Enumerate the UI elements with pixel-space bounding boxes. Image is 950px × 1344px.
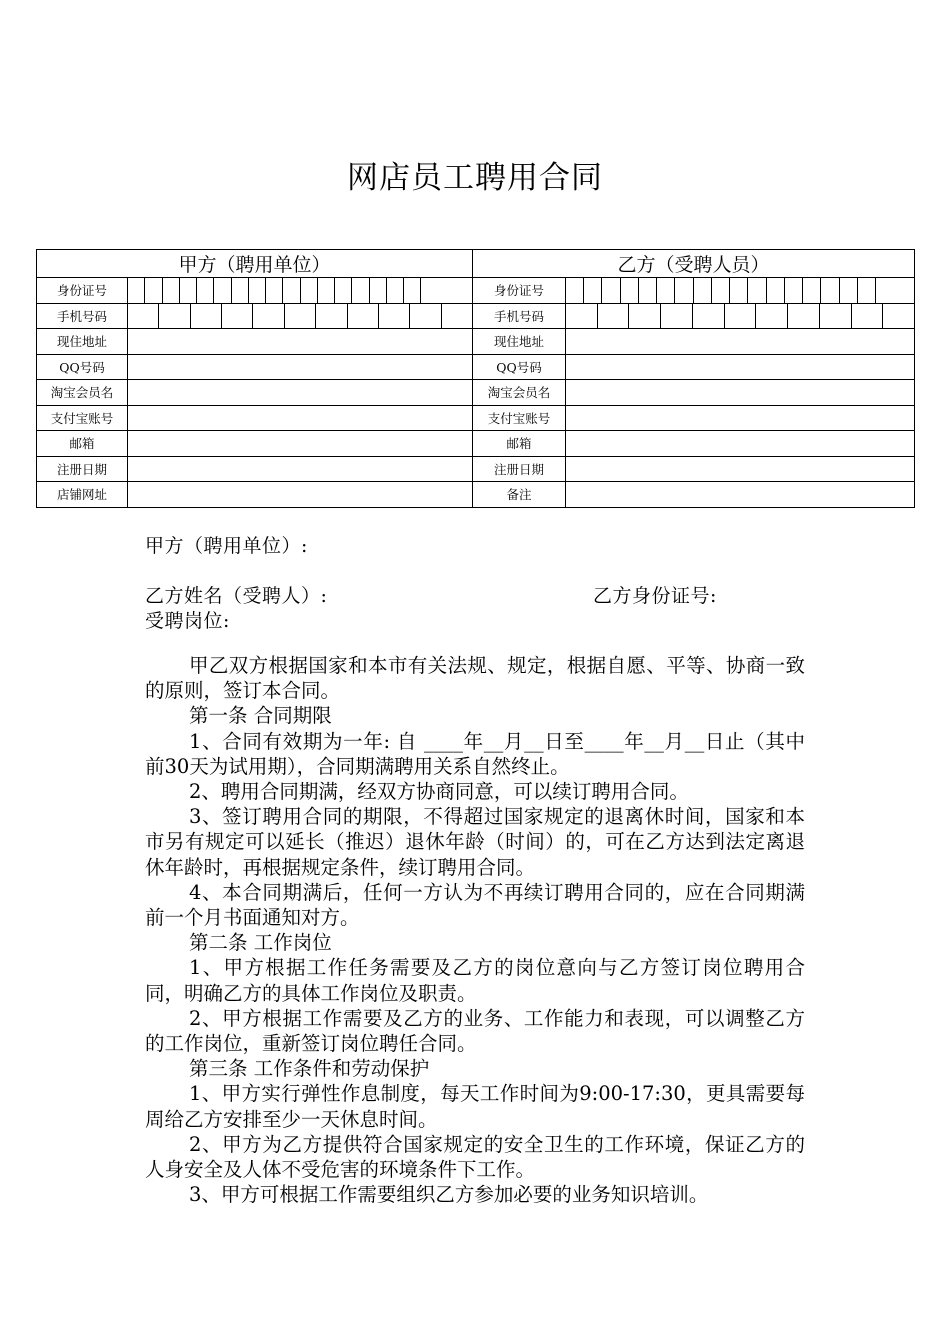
char-box[interactable] [232,278,249,303]
char-box[interactable] [639,278,657,303]
char-box[interactable] [621,278,639,303]
char-box[interactable] [584,278,602,303]
char-box[interactable] [803,278,821,303]
row-label: 身份证号 [473,278,566,304]
row-label: 支付宝账号 [473,405,566,431]
article-heading: 第二条 工作岗位 [189,931,332,955]
party-b-remarks-cell[interactable] [566,482,915,508]
char-box[interactable] [661,304,693,329]
paragraph: 1、合同有效期为一年: 自 ____年__月__日至____年__月__日止（其中前30天为试用期），合同期满聘用关系自然终止。 [145,729,805,778]
char-box[interactable] [598,304,630,329]
char-box[interactable] [629,304,661,329]
char-box[interactable] [222,304,253,329]
char-box[interactable] [301,278,318,303]
party-a-shop-url-cell[interactable] [128,482,473,508]
row-label: 注册日期 [473,456,566,482]
char-box[interactable] [767,278,785,303]
party-a-email-cell[interactable] [128,431,473,457]
row-label: 注册日期 [37,456,128,482]
char-box[interactable] [602,278,620,303]
paragraph: 2、甲方为乙方提供符合国家规定的安全卫生的工作环境，保证乙方的人身安全及人体不受危害的环境条件下工作。 [145,1132,805,1182]
paragraph: 2、甲方根据工作需要及乙方的业务、工作能力和表现，可以调整乙方的工作岗位，重新签订岗位聘任合同。 [145,1006,805,1056]
party-b-alipay-cell[interactable] [566,405,915,431]
char-box[interactable] [566,304,598,329]
row-label: QQ号码 [473,354,566,380]
char-box[interactable] [348,304,379,329]
party-a-id-boxes[interactable] [128,278,473,304]
char-box[interactable] [253,304,284,329]
paragraph: 2、聘用合同期满，经双方协商同意，可以续订聘用合同。 [189,780,689,804]
row-label: 邮箱 [37,431,128,457]
row-label: 现住地址 [37,329,128,355]
party-a-header: 甲方（聘用单位） [37,250,473,278]
char-box[interactable] [316,304,347,329]
char-box[interactable] [675,278,693,303]
char-box[interactable] [725,304,757,329]
row-label: QQ号码 [37,354,128,380]
char-box[interactable] [197,278,214,303]
party-b-qq-cell[interactable] [566,354,915,380]
row-label: 店铺网址 [37,482,128,508]
char-box[interactable] [387,278,404,303]
char-box[interactable] [748,278,766,303]
paragraph: 甲乙双方根据国家和本市有关法规、规定，根据自愿、平等、协商一致的原则，签订本合同。 [145,654,805,703]
char-box[interactable] [266,278,283,303]
party-a-qq-cell[interactable] [128,354,473,380]
char-box[interactable] [283,278,300,303]
party-b-id-boxes[interactable] [566,278,915,304]
document-title: 网店员工聘用合同 [347,160,603,196]
position-field: 受聘岗位: [145,610,230,632]
row-label: 备注 [473,482,566,508]
party-a-field: 甲方（聘用单位）: [145,535,308,557]
party-b-id-field: 乙方身份证号: [593,585,717,607]
paragraph: 1、甲方根据工作任务需要及乙方的岗位意向与乙方签订岗位聘用合同，明确乙方的具体工作岗位及职责。 [145,956,805,1005]
char-box[interactable] [876,278,893,303]
char-box[interactable] [694,278,712,303]
paragraph: 4、本合同期满后，任何一方认为不再续订聘用合同的，应在合同期满前一个月书面通知对方。 [145,880,805,930]
party-a-taobao-cell[interactable] [128,380,473,406]
char-box[interactable] [128,278,145,303]
char-box[interactable] [163,278,180,303]
char-box[interactable] [214,278,231,303]
party-b-name-field: 乙方姓名（受聘人）: [145,585,328,607]
party-a-address-cell[interactable] [128,329,473,355]
char-box[interactable] [335,278,352,303]
party-a-phone-boxes[interactable] [128,303,473,329]
party-info-table [36,249,915,508]
party-a-alipay-cell[interactable] [128,405,473,431]
char-box[interactable] [821,278,839,303]
article-heading: 第一条 合同期限 [189,704,332,728]
char-box[interactable] [159,304,190,329]
char-box[interactable] [442,304,472,329]
char-box[interactable] [285,304,316,329]
char-box[interactable] [657,278,675,303]
char-box[interactable] [352,278,369,303]
row-label: 淘宝会员名 [473,380,566,406]
party-b-email-cell[interactable] [566,431,915,457]
char-box[interactable] [883,304,914,329]
party-a-register-date-cell[interactable] [128,456,473,482]
party-b-taobao-cell[interactable] [566,380,915,406]
char-box[interactable] [421,278,437,303]
char-box[interactable] [379,304,410,329]
char-box[interactable] [370,278,387,303]
row-label: 身份证号 [37,278,128,304]
char-box[interactable] [852,304,884,329]
party-b-address-cell[interactable] [566,329,915,355]
char-box[interactable] [820,304,852,329]
party-b-phone-boxes[interactable] [566,303,915,329]
char-box[interactable] [191,304,222,329]
char-box[interactable] [693,304,725,329]
char-box[interactable] [145,278,162,303]
char-box[interactable] [128,304,159,329]
row-label: 淘宝会员名 [37,380,128,406]
char-box[interactable] [318,278,335,303]
char-box[interactable] [788,304,820,329]
row-label: 手机号码 [37,303,128,329]
char-box[interactable] [404,278,421,303]
char-box[interactable] [180,278,197,303]
party-b-header: 乙方（受聘人员） [473,250,915,278]
paragraph: 3、甲方可根据工作需要组织乙方参加必要的业务知识培训。 [189,1183,709,1207]
char-box[interactable] [410,304,441,329]
paragraph: 3、签订聘用合同的期限，不得超过国家规定的退离休时间，国家和本市另有规定可以延长（推迟）退休年龄（时间）的，可在乙方达到法定离退休年龄时，再根据规定条件，续订聘用合同。 [145,805,805,879]
contract-body [145,653,805,1207]
char-box[interactable] [249,278,266,303]
char-box[interactable] [785,278,803,303]
char-box[interactable] [712,278,730,303]
char-box[interactable] [858,278,876,303]
article-heading: 第三条 工作条件和劳动保护 [189,1057,430,1081]
row-label: 邮箱 [473,431,566,457]
party-b-register-date-cell[interactable] [566,456,915,482]
char-box[interactable] [756,304,788,329]
char-box[interactable] [566,278,584,303]
row-label: 手机号码 [473,303,566,329]
paragraph: 1、甲方实行弹性作息制度，每天工作时间为9:00-17:30，更具需要每周给乙方安排至少一天休息时间。 [145,1082,805,1131]
row-label: 现住地址 [473,329,566,355]
row-label: 支付宝账号 [37,405,128,431]
char-box[interactable] [730,278,748,303]
char-box[interactable] [840,278,858,303]
